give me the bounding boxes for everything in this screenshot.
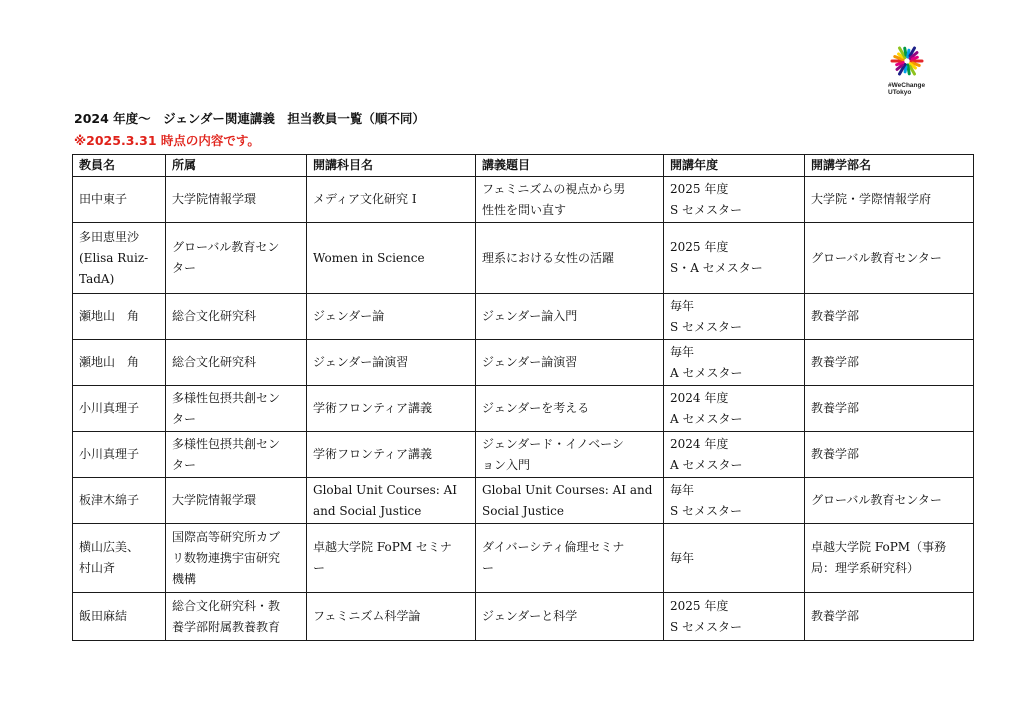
cell-faculty: 教養学部: [805, 593, 974, 641]
cell-affiliation: 総合文化研究科・教 養学部附属教養教育: [166, 593, 307, 641]
cell-lecture-topic: ダイバーシティ倫理セミナ ー: [476, 524, 664, 593]
cell-faculty: グローバル教育センター: [805, 223, 974, 294]
cell-lecture-topic: 理系における女性の活躍: [476, 223, 664, 294]
cell-lecture-topic: ジェンダード・イノベーシ ョン入門: [476, 432, 664, 478]
color-burst-logo-icon: [888, 42, 926, 80]
logo-text: [888, 82, 925, 96]
wechange-utokyo-logo: [880, 42, 940, 98]
cell-course-name: Global Unit Courses: AI and Social Justice: [307, 478, 476, 524]
logo-ray: [908, 65, 910, 74]
cell-lecture-topic: ジェンダーを考える: [476, 386, 664, 432]
cell-year: 毎年: [664, 524, 805, 593]
cell-lecture-topic: Global Unit Courses: AI and Social Justice: [476, 478, 664, 524]
cell-affiliation: 大学院情報学環: [166, 478, 307, 524]
cell-year: 毎年 S セメスター: [664, 294, 805, 340]
table-row: [73, 593, 974, 641]
cell-year: 2025 年度 S・A セメスター: [664, 223, 805, 294]
cell-faculty: 教養学部: [805, 294, 974, 340]
logo-ray: [913, 57, 918, 59]
cell-lecture-topic: ジェンダー論入門: [476, 294, 664, 340]
cell-lecture-topic: ジェンダー論演習: [476, 340, 664, 386]
cell-faculty: 教養学部: [805, 340, 974, 386]
cell-year: 2025 年度 S セメスター: [664, 177, 805, 223]
table-row: [73, 386, 974, 432]
logo-ray: [905, 67, 906, 72]
cell-lecture-topic: フェミニズムの視点から男 性性を問い直す: [476, 177, 664, 223]
table-header-row: [73, 155, 974, 177]
logo-line-1: #WeChange: [888, 82, 926, 89]
cell-year: 2024 年度 A セメスター: [664, 386, 805, 432]
cell-course-name: フェミニズム科学論: [307, 593, 476, 641]
cell-instructor: 瀬地山 角: [73, 294, 166, 340]
cell-faculty: 教養学部: [805, 386, 974, 432]
cell-instructor: 小川真理子: [73, 432, 166, 478]
cell-year: 2025 年度 S セメスター: [664, 593, 805, 641]
date-notice: ※2025.3.31 時点の内容です。: [74, 133, 260, 148]
cell-course-name: ジェンダー論: [307, 294, 476, 340]
cell-instructor: 多田恵里沙 (Elisa Ruiz- TadA): [73, 223, 166, 294]
cell-lecture-topic: ジェンダーと科学: [476, 593, 664, 641]
instructor-table: [72, 154, 974, 641]
logo-line-2: UTokyo: [888, 89, 912, 96]
cell-affiliation: 多様性包摂共創セン ター: [166, 432, 307, 478]
table-row: [73, 294, 974, 340]
table-row: [73, 478, 974, 524]
cell-affiliation: 総合文化研究科: [166, 294, 307, 340]
cell-affiliation: 大学院情報学環: [166, 177, 307, 223]
cell-course-name: 学術フロンティア講義: [307, 386, 476, 432]
cell-instructor: 板津木綿子: [73, 478, 166, 524]
cell-affiliation: グローバル教育セン ター: [166, 223, 307, 294]
cell-faculty: 教養学部: [805, 432, 974, 478]
cell-year: 毎年 S セメスター: [664, 478, 805, 524]
table-row: [73, 177, 974, 223]
table-row: [73, 432, 974, 478]
cell-instructor: 横山広美、 村山斉: [73, 524, 166, 593]
cell-course-name: 卓越大学院 FoPM セミナ ー: [307, 524, 476, 593]
header-year: 開講年度: [664, 155, 805, 177]
cell-affiliation: 国際高等研究所カブ リ数物連携宇宙研究 機構: [166, 524, 307, 593]
cell-instructor: 小川真理子: [73, 386, 166, 432]
header-instructor: 教員名: [73, 155, 166, 177]
cell-instructor: 飯田麻結: [73, 593, 166, 641]
cell-affiliation: 総合文化研究科: [166, 340, 307, 386]
table-row: [73, 524, 974, 593]
cell-faculty: 卓越大学院 FoPM（事務 局：理学系研究科）: [805, 524, 974, 593]
cell-year: 毎年 A セメスター: [664, 340, 805, 386]
table-row: [73, 223, 974, 294]
header-course-name: 開講科目名: [307, 155, 476, 177]
page-title: 2024 年度〜 ジェンダー関連講義 担当教員一覧（順不同）: [74, 111, 425, 126]
header-affiliation: 所属: [166, 155, 307, 177]
cell-faculty: グローバル教育センター: [805, 478, 974, 524]
cell-instructor: 田中東子: [73, 177, 166, 223]
header-faculty: 開講学部名: [805, 155, 974, 177]
table-row: [73, 340, 974, 386]
cell-year: 2024 年度 A セメスター: [664, 432, 805, 478]
cell-course-name: ジェンダー論演習: [307, 340, 476, 386]
header-lecture-topic: 講義題目: [476, 155, 664, 177]
cell-affiliation: 多様性包摂共創セン ター: [166, 386, 307, 432]
cell-course-name: メディア文化研究 I: [307, 177, 476, 223]
logo-ray: [905, 48, 906, 55]
cell-instructor: 瀬地山 角: [73, 340, 166, 386]
cell-course-name: 学術フロンティア講義: [307, 432, 476, 478]
cell-faculty: 大学院・学際情報学府: [805, 177, 974, 223]
cell-course-name: Women in Science: [307, 223, 476, 294]
